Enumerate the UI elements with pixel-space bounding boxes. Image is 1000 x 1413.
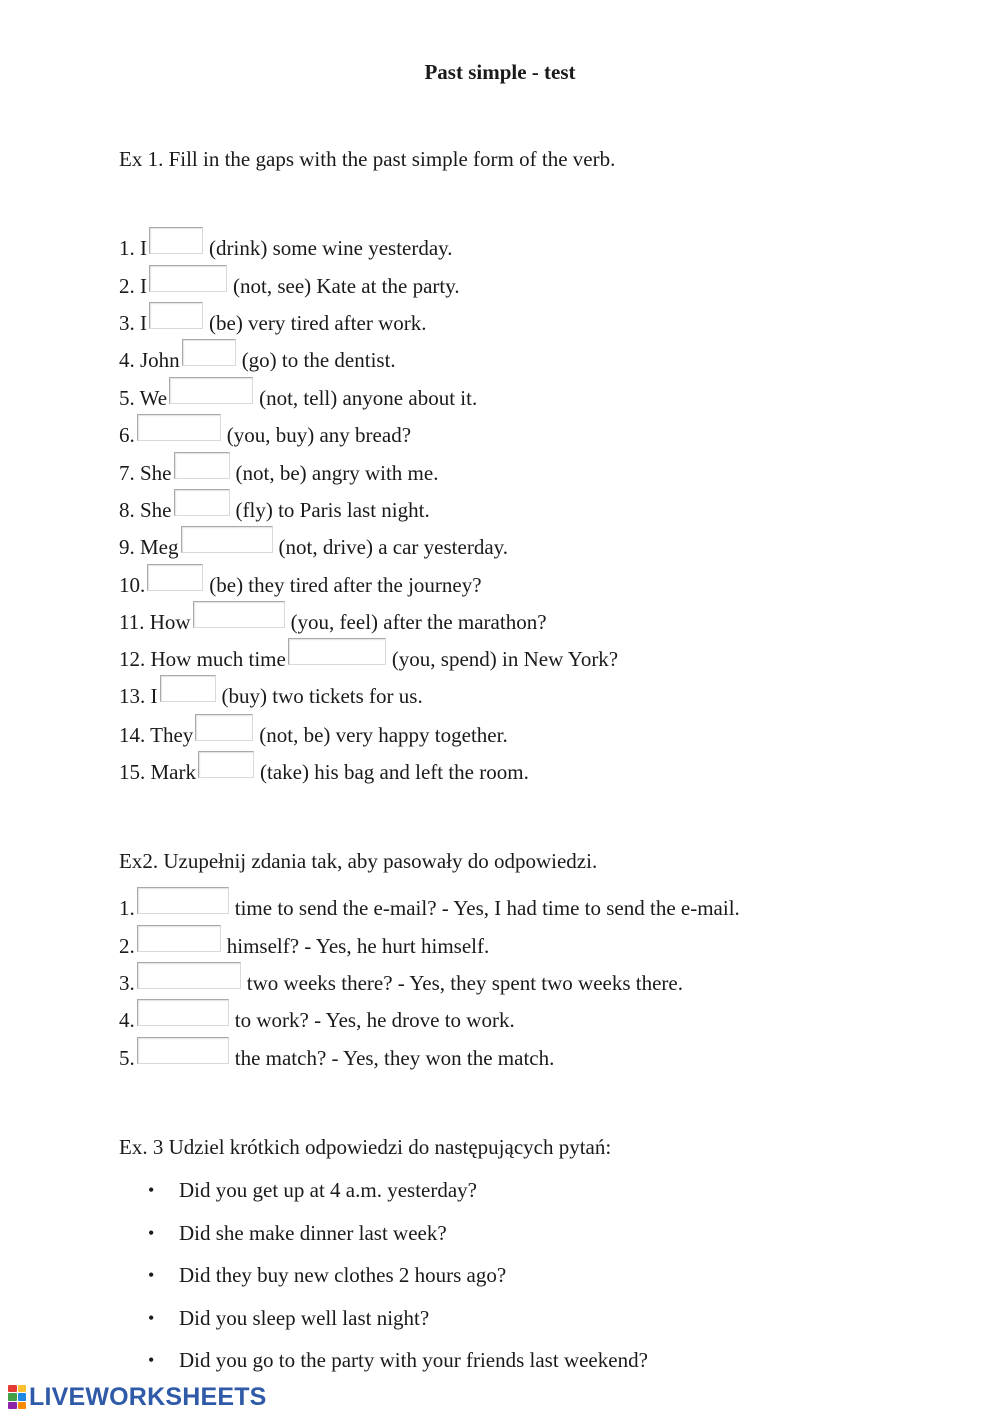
ex2-item	[119, 1040, 554, 1070]
ex2-item	[119, 965, 683, 995]
ex1-instruction: Ex 1. Fill in the gaps with the past simple form of the verb.	[119, 147, 616, 171]
ex1-item-prefix: 9. Meg	[119, 535, 179, 559]
bullet-icon: •	[148, 1307, 155, 1328]
ex2-item-suffix: himself? - Yes, he hurt himself.	[226, 934, 490, 958]
ex1-item	[119, 492, 430, 522]
ex1-answer-input[interactable]	[137, 414, 221, 441]
ex1-item	[119, 268, 460, 298]
ex1-item-prefix: 12. How much time	[119, 647, 286, 671]
ex2-item-suffix: two weeks there? - Yes, they spent two weeks there.	[246, 971, 683, 995]
ex2-item-prefix: 1.	[119, 896, 135, 920]
ex1-answer-input[interactable]	[182, 339, 236, 366]
ex2-instruction: Ex2. Uzupełnij zdania tak, aby pasowały do odpowiedzi.	[119, 849, 598, 873]
ex1-item	[119, 717, 508, 747]
logo-block	[8, 1393, 17, 1400]
ex1-item	[119, 342, 396, 372]
ex1-item-prefix: 3. I	[119, 311, 147, 335]
ex1-item-suffix: (not, see) Kate at the party.	[233, 274, 460, 298]
ex1-answer-input[interactable]	[149, 227, 203, 254]
ex2-answer-input[interactable]	[137, 887, 229, 914]
ex1-answer-input[interactable]	[160, 675, 216, 702]
ex1-item-suffix: (you, feel) after the marathon?	[290, 610, 547, 634]
ex1-item-suffix: (not, be) very happy together.	[259, 723, 508, 747]
ex1-item-prefix: 5. We	[119, 386, 168, 410]
ex1-item-suffix: (you, buy) any bread?	[226, 423, 412, 447]
ex3-question	[148, 1306, 648, 1349]
ex1-answer-input[interactable]	[169, 377, 253, 404]
ex1-item-suffix: (buy) two tickets for us.	[221, 684, 423, 708]
ex2-item	[119, 928, 489, 958]
ex1-item-suffix: (not, drive) a car yesterday.	[278, 535, 509, 559]
ex1-item-suffix: (take) his bag and left the room.	[260, 760, 529, 784]
ex1-item-suffix: (drink) some wine yesterday.	[209, 236, 453, 260]
ex1-answer-input[interactable]	[288, 638, 386, 665]
ex1-item-suffix: (you, spend) in New York?	[391, 647, 619, 671]
ex1-item-prefix: 1. I	[119, 236, 147, 260]
ex1-item-prefix: 15. Mark	[119, 760, 196, 784]
ex3-question-text: Did you sleep well last night?	[179, 1305, 430, 1330]
ex1-item-prefix: 7. She	[119, 461, 172, 485]
ex2-item-suffix: the match? - Yes, they won the match.	[234, 1046, 555, 1070]
ex1-item-prefix: 2. I	[119, 274, 147, 298]
ex1-answer-input[interactable]	[181, 526, 273, 553]
ex2-item-prefix: 2.	[119, 934, 135, 958]
ex2-answer-input[interactable]	[137, 962, 241, 989]
bullet-icon: •	[148, 1180, 155, 1200]
logo-block	[18, 1385, 27, 1392]
bullet-icon: •	[148, 1222, 155, 1243]
ex2-item-suffix: time to send the e-mail? - Yes, I had time to send the e-mail.	[234, 896, 740, 920]
ex1-item-prefix: 6.	[119, 423, 135, 447]
ex1-item	[119, 230, 453, 260]
ex1-answer-input[interactable]	[149, 265, 227, 292]
ex1-item-suffix: (not, be) angry with me.	[235, 461, 439, 485]
ex3-question	[148, 1263, 648, 1306]
ex2-item-prefix: 4.	[119, 1008, 135, 1032]
ex2-answer-input[interactable]	[137, 925, 221, 952]
ex3-question-text: Did you go to the party with your friends last weekend?	[179, 1348, 648, 1372]
ex3-question-list	[148, 1178, 648, 1391]
logo-block	[8, 1385, 17, 1392]
ex1-item	[119, 567, 482, 597]
liveworksheets-logo-text: LIVEWORKSHEETS	[29, 1382, 267, 1411]
ex1-answer-input[interactable]	[198, 751, 254, 778]
ex1-answer-input[interactable]	[174, 489, 230, 516]
ex2-item	[119, 890, 740, 920]
ex2-item-suffix: to work? - Yes, he drove to work.	[234, 1008, 515, 1032]
ex2-answer-input[interactable]	[137, 1037, 229, 1064]
ex3-question	[148, 1221, 648, 1264]
ex1-item	[119, 380, 477, 410]
ex1-item	[119, 529, 508, 559]
logo-block	[18, 1393, 27, 1400]
ex3-question	[148, 1178, 648, 1221]
ex1-item-suffix: (be) they tired after the journey?	[209, 573, 482, 597]
ex1-item-prefix: 10.	[119, 573, 146, 597]
ex1-answer-input[interactable]	[195, 714, 253, 741]
ex1-item-suffix: (go) to the dentist.	[241, 348, 396, 372]
liveworksheets-logo[interactable]	[8, 1383, 267, 1411]
ex3-question-text: Did you get up at 4 a.m. yesterday?	[179, 1178, 477, 1202]
ex1-answer-input[interactable]	[174, 452, 230, 479]
ex1-item-prefix: 13. I	[119, 684, 158, 708]
logo-block	[18, 1402, 27, 1409]
ex1-item	[119, 754, 529, 784]
ex1-item-prefix: 8. She	[119, 498, 172, 522]
ex1-item-prefix: 4. John	[119, 348, 180, 372]
ex3-question-text: Did she make dinner last week?	[179, 1220, 447, 1245]
ex1-answer-input[interactable]	[147, 564, 203, 591]
ex3-question-text: Did they buy new clothes 2 hours ago?	[179, 1263, 507, 1287]
ex2-item-prefix: 3.	[119, 971, 135, 995]
ex1-item-prefix: 14. They	[119, 723, 194, 747]
ex1-item-suffix: (not, tell) anyone about it.	[259, 386, 478, 410]
ex1-item	[119, 305, 426, 335]
bullet-icon: •	[148, 1350, 155, 1370]
page-title: Past simple - test	[424, 60, 576, 84]
ex1-item-suffix: (be) very tired after work.	[209, 311, 427, 335]
ex1-item-suffix: (fly) to Paris last night.	[235, 498, 430, 522]
ex2-item-prefix: 5.	[119, 1046, 135, 1070]
ex2-item	[119, 1002, 515, 1032]
ex1-item	[119, 417, 411, 447]
ex1-item	[119, 641, 618, 671]
ex2-answer-input[interactable]	[137, 999, 229, 1026]
ex1-item	[119, 604, 547, 634]
ex1-answer-input[interactable]	[193, 601, 285, 628]
ex1-item	[119, 678, 423, 708]
logo-block	[8, 1402, 17, 1409]
ex1-answer-input[interactable]	[149, 302, 203, 329]
ex1-item	[119, 455, 438, 485]
ex1-item-prefix: 11. How	[119, 610, 191, 634]
liveworksheets-logo-icon	[8, 1385, 26, 1409]
ex3-instruction: Ex. 3 Udziel krótkich odpowiedzi do następujących pytań:	[119, 1135, 612, 1159]
bullet-icon: •	[148, 1265, 155, 1285]
